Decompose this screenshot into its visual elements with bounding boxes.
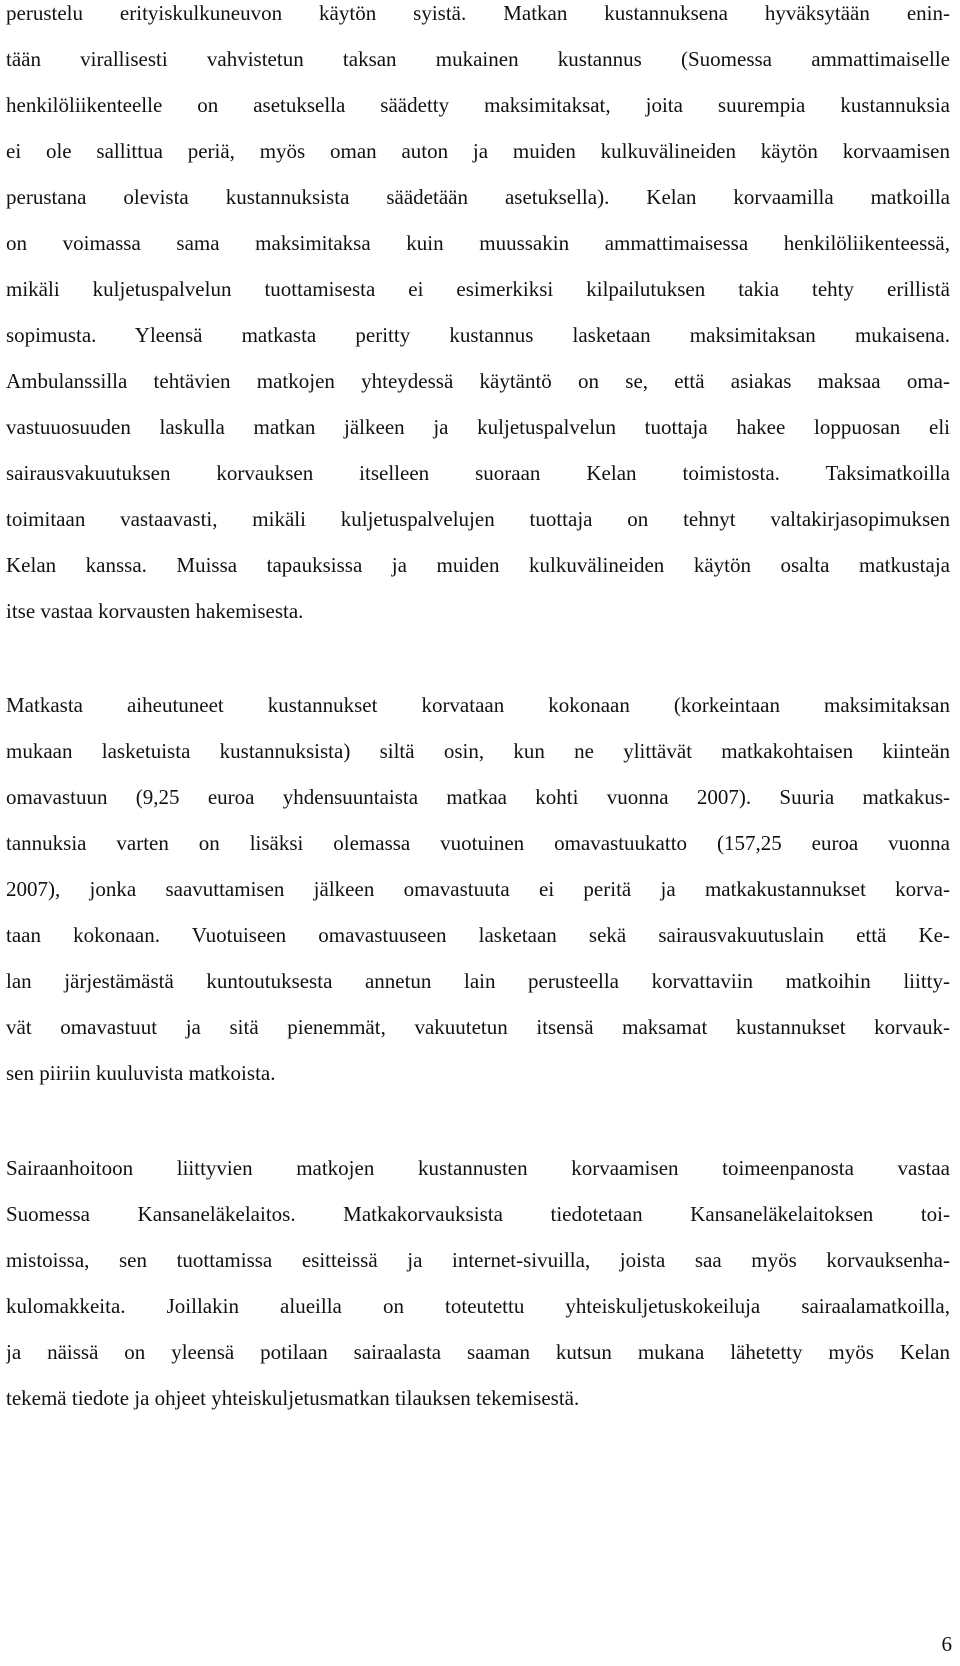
paragraph-deductible (6, 682, 950, 1096)
text-line: taan kokonaan. Vuotuiseen omavastuuseen lasketaan sekä sairausvakuutuslain että Ke- (6, 923, 950, 947)
text-line: on voimassa sama maksimitaksa kuin muussakin ammattimaisessa henkilöliikenteessä, (6, 231, 950, 255)
text-line: sopimusta. Yleensä matkasta peritty kustannus lasketaan maksimitaksan mukaisena. (6, 323, 950, 347)
text-line: Kelan kanssa. Muissa tapauksissa ja muiden kulkuvälineiden käytön osalta matkustaja (6, 553, 950, 577)
text-line: lan järjestämästä kuntoutuksesta annetun lain perusteella korvattaviin matkoihin liitty- (6, 969, 950, 993)
text-line: tekemä tiedote ja ohjeet yhteiskuljetusmatkan tilauksen tekemisestä. (6, 1386, 580, 1410)
text-line: toimitaan vastaavasti, mikäli kuljetuspalvelujen tuottaja on tehnyt valtakirjasopimuksen (6, 507, 950, 531)
text-line: 2007), jonka saavuttamisen jälkeen omavastuuta ei peritä ja matkakustannukset korva- (6, 877, 950, 901)
text-line: mistoissa, sen tuottamissa esitteissä ja internet-sivuilla, joista saa myös korvauksenha- (6, 1248, 950, 1272)
page-number: 6 (941, 1632, 952, 1656)
paragraph-travel-cost-basis (6, 0, 950, 634)
paragraph-kela-administration (6, 1145, 950, 1421)
text-line: ja näissä on yleensä potilaan sairaalasta saaman kutsun mukana lähetetty myös Kelan (6, 1340, 950, 1364)
text-line: kulomakkeita. Joillakin alueilla on toteutettu yhteiskuljetuskokeiluja sairaalamatkoilla, (6, 1294, 950, 1318)
text-line: henkilöliikenteelle on asetuksella säädetty maksimitaksat, joita suurempia kustannuksia (6, 93, 950, 117)
text-line: Suomessa Kansaneläkelaitos. Matkakorvauksista tiedotetaan Kansaneläkelaitoksen toi- (6, 1202, 950, 1226)
text-line: tannuksia varten on lisäksi olemassa vuotuinen omavastuukatto (157,25 euroa vuonna (6, 831, 950, 855)
text-line: mukaan lasketuista kustannuksista) siltä osin, kun ne ylittävät matkakohtaisen kiinteän (6, 739, 950, 763)
text-line: perustelu erityiskulkuneuvon käytön syistä. Matkan kustannuksena hyväksytään enin- (6, 1, 950, 25)
text-line: vät omavastuut ja sitä pienemmät, vakuutetun itsensä maksamat kustannukset korvauk- (6, 1015, 950, 1039)
text-line: ei ole sallittua periä, myös oman auton ja muiden kulkuvälineiden käytön korvaamisen (6, 139, 950, 163)
text-line: vastuuosuuden laskulla matkan jälkeen ja kuljetuspalvelun tuottaja hakee loppuosan eli (6, 415, 950, 439)
text-line: Ambulanssilla tehtävien matkojen yhteydessä käytäntö on se, että asiakas maksaa oma- (6, 369, 950, 393)
text-line: omavastuun (9,25 euroa yhdensuuntaista matkaa kohti vuonna 2007). Suuria matkakus- (6, 785, 950, 809)
text-line: itse vastaa korvausten hakemisesta. (6, 599, 304, 623)
text-line: perustana olevista kustannuksista säädetään asetuksella). Kelan korvaamilla matkoilla (6, 185, 950, 209)
text-line: sen piiriin kuuluvista matkoista. (6, 1061, 276, 1085)
text-line: Matkasta aiheutuneet kustannukset korvataan kokonaan (korkeintaan maksimitaksan (6, 693, 950, 717)
text-line: mikäli kuljetuspalvelun tuottamisesta ei esimerkiksi kilpailutuksen takia tehty erillistä (6, 277, 950, 301)
text-line: sairausvakuutuksen korvauksen itselleen suoraan Kelan toimistosta. Taksimatkoilla (6, 461, 950, 485)
text-line: tään virallisesti vahvistetun taksan mukainen kustannus (Suomessa ammattimaiselle (6, 47, 950, 71)
text-line: Sairaanhoitoon liittyvien matkojen kustannusten korvaamisen toimeenpanosta vastaa (6, 1156, 950, 1180)
